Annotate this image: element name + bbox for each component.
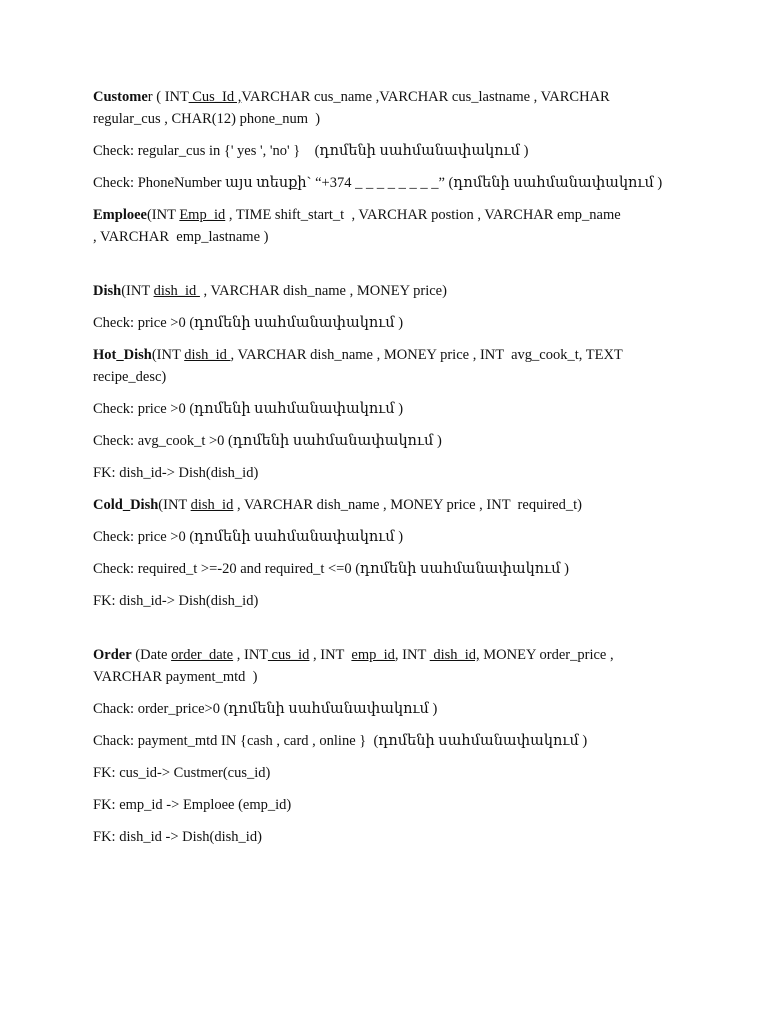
hot-dish-table-name: Hot_Dish	[93, 347, 152, 363]
employee-table-name: Emploee	[93, 207, 147, 223]
hot-dish-foreign-key: FK: dish_id-> Dish(dish_id)	[93, 465, 259, 481]
dish-check-price: Check: price >0 (դոմենի սահմանափակում )	[93, 315, 404, 331]
order-key-dish: dish_id,	[429, 647, 480, 663]
document-page	[93, 86, 693, 858]
cold-dish-table-name: Cold_Dish	[93, 497, 159, 513]
dish-primary-key: dish_id	[153, 283, 200, 299]
customer-def-text-2: VARCHAR cus_name ,VARCHAR cus_lastname , VARCHAR	[241, 89, 610, 105]
order-def-text-5: MONEY order_price ,	[479, 647, 614, 663]
order-def-line-2: VARCHAR payment_mtd )	[93, 669, 258, 685]
dish-table-name: Dish	[93, 283, 122, 299]
customer-table-name: Custome	[93, 89, 148, 105]
customer-def-line-2: regular_cus , CHAR(12) phone_num )	[93, 111, 321, 127]
cold-dish-def-text: (INT	[158, 497, 191, 513]
customer-def-text: ( INT	[152, 89, 189, 105]
order-definition	[93, 644, 693, 688]
order-table-name: Order	[93, 647, 132, 663]
order-check-price: Chack: order_price>0 (դոմենի սահմանափակում )	[93, 701, 438, 717]
cold-dish-definition	[93, 494, 693, 516]
hot-dish-def-line-2: recipe_desc)	[93, 369, 167, 385]
hot-dish-check-cook-time: Check: avg_cook_t >0 (դոմենի սահմանափակում )	[93, 433, 442, 449]
order-def-text-3: , INT	[309, 647, 352, 663]
customer-check-regular: Check: regular_cus in {' yes ', 'no' } (դոմենի սահմանափակում )	[93, 143, 529, 159]
cold-dish-check-required: Check: required_t >=-20 and required_t <=0 (դոմենի սահմանափակում )	[93, 561, 569, 577]
employee-def-text-2: , TIME shift_start_t , VARCHAR postion , VARCHAR emp_name	[225, 207, 621, 223]
customer-check-phone: Check: PhoneNumber այս տեսքի` “+374 _ _ _ _ _ _ _ _” (դոմենի սահմանափակում )	[93, 175, 663, 191]
customer-definition	[93, 86, 693, 130]
order-def-text-2: , INT	[233, 647, 268, 663]
hot-dish-def-text: (INT	[151, 347, 185, 363]
cold-dish-check-price: Check: price >0 (դոմենի սահմանափակում )	[93, 529, 404, 545]
employee-definition	[93, 204, 693, 248]
hot-dish-check-price: Check: price >0 (դոմենի սահմանափակում )	[93, 401, 404, 417]
cold-dish-def-text-2: , VARCHAR dish_name , MONEY price , INT required_t)	[233, 497, 582, 513]
hot-dish-primary-key: dish_id	[184, 347, 231, 363]
order-def-text: (Date	[131, 647, 172, 663]
hot-dish-definition	[93, 344, 693, 388]
customer-primary-key: Cus_Id ,	[188, 89, 242, 105]
cold-dish-primary-key: dish_id	[190, 497, 234, 513]
cold-dish-foreign-key: FK: dish_id-> Dish(dish_id)	[93, 593, 259, 609]
dish-definition	[93, 280, 693, 302]
dish-def-text-2: , VARCHAR dish_name , MONEY price)	[199, 283, 447, 299]
order-check-payment: Chack: payment_mtd IN {cash , card , online } (դոմենի սահմանափակում )	[93, 733, 588, 749]
hot-dish-def-text-2: , VARCHAR dish_name , MONEY price , INT avg_cook_t, TEXT	[230, 347, 623, 363]
order-foreign-key-employee: FK: emp_id -> Emploee (emp_id)	[93, 797, 292, 813]
employee-def-text: (INT	[146, 207, 180, 223]
employee-primary-key: Emp_id	[179, 207, 226, 223]
customer-table-name-tail: r	[147, 89, 153, 105]
order-foreign-key-dish: FK: dish_id -> Dish(dish_id)	[93, 829, 262, 845]
dish-def-text: (INT	[121, 283, 154, 299]
order-foreign-key-customer: FK: cus_id-> Custmer(cus_id)	[93, 765, 271, 781]
order-key-customer: cus_id	[267, 647, 310, 663]
order-key-employee: emp_id	[351, 647, 395, 663]
employee-def-line-2: , VARCHAR emp_lastname )	[93, 229, 269, 245]
order-key-date: order_date	[171, 647, 234, 663]
order-def-text-4: , INT	[394, 647, 430, 663]
